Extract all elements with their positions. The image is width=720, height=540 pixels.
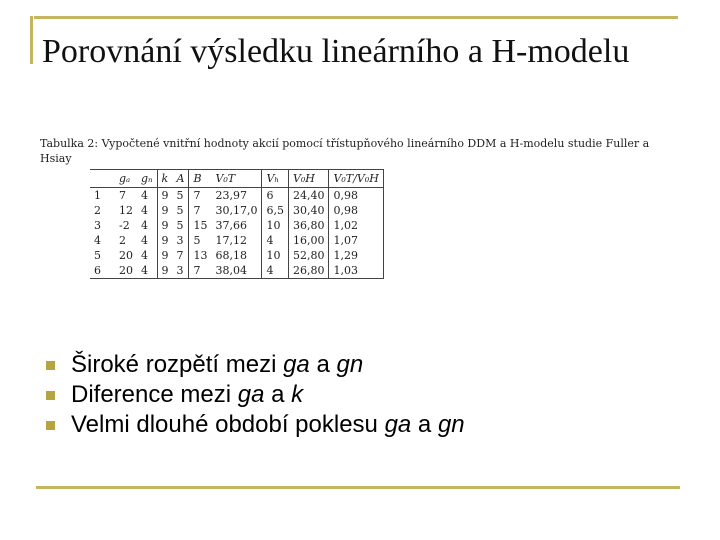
table-cell: 1,07 [329, 233, 383, 248]
bullet-text [71, 380, 303, 410]
table-cell: 7 [119, 189, 126, 202]
row-index: 5 [94, 249, 101, 262]
table-row [90, 263, 383, 279]
bottom-rule [36, 486, 680, 489]
table-cell: 9 [157, 248, 173, 263]
table-cell: 24,40 [288, 188, 329, 204]
table-cell: 3 [173, 263, 189, 279]
table-body [90, 188, 383, 279]
table-header-cell: Vₕ [262, 170, 289, 188]
slide-title: Porovnání výsledku lineárního a H-modelu [42, 33, 630, 70]
table-cell: 52,80 [288, 248, 329, 263]
table-cell: 4 [141, 219, 148, 232]
table-cell: 36,80 [288, 218, 329, 233]
table-header-cell: B [189, 170, 212, 188]
table-header-cell: V₀T [211, 170, 262, 188]
top-rule [34, 16, 678, 19]
table-cell: 9 [157, 203, 173, 218]
table-cell: 9 [157, 188, 173, 204]
row-index: 6 [90, 263, 115, 279]
table-header-cell: V₀H [288, 170, 329, 188]
square-bullet-icon [46, 361, 55, 370]
table-cell: 3 [176, 234, 184, 247]
table-cell: 30,40 [288, 203, 329, 218]
square-bullet-icon [46, 391, 55, 400]
table-cell: 23,97 [215, 189, 247, 202]
table-cell: 7 [176, 249, 184, 262]
table-cell: 5 [176, 219, 184, 232]
table-cell: 1,03 [329, 263, 383, 279]
table-row [90, 188, 383, 204]
table-cell: 13 [189, 248, 212, 263]
bullet-fragment: a [309, 351, 337, 378]
table-cell: 0,98 [329, 188, 383, 204]
bullet-text [71, 350, 363, 380]
table-cell: 2 [119, 234, 126, 247]
table-cell: 4 [141, 204, 148, 217]
bullet-fragment: Velmi dlouhé období poklesu [71, 411, 385, 438]
table-header-cell: A [173, 170, 189, 188]
bullet-item [46, 350, 465, 380]
bullet-fragment: a [411, 411, 438, 438]
table-cell: 4 [262, 233, 289, 248]
table-row [90, 218, 383, 233]
table-cell: -2 [119, 219, 130, 232]
table-cell: 10 [262, 248, 289, 263]
table-caption: Tabulka 2: Vypočtené vnitřní hodnoty akcií pomocí třístupňového lineárního DDM a H-modelu studie Fuller a Hsiay [40, 137, 650, 165]
bullet-item [46, 380, 465, 410]
square-bullet-icon [46, 421, 55, 430]
table-cell: 4 [137, 263, 157, 279]
table-cell: 7 [189, 188, 212, 204]
table-cell: 7 [189, 263, 212, 279]
row-index: 4 [94, 234, 101, 247]
table-cell: 9 [157, 233, 173, 248]
table-cell: 6,5 [262, 203, 289, 218]
table-header-cell: k [157, 170, 173, 188]
values-table [90, 169, 384, 279]
table-cell: 7 [189, 203, 212, 218]
table-cell: 4 [141, 189, 148, 202]
table-cell: 68,18 [215, 249, 247, 262]
bullet-term: ga [384, 411, 412, 438]
table-cell: 10 [262, 218, 289, 233]
table-cell: 16,00 [288, 233, 329, 248]
bullet-term: ga [283, 351, 310, 378]
table-cell: 15 [189, 218, 212, 233]
table-cell: 6 [262, 188, 289, 204]
bullet-list [46, 350, 465, 440]
row-index: 1 [94, 189, 101, 202]
bullet-term: gn [437, 411, 465, 438]
bullet-term: k [291, 381, 304, 408]
bullet-fragment: Široké rozpětí mezi [71, 351, 284, 378]
bullet-fragment: a [264, 381, 292, 408]
table-cell: 4 [141, 249, 148, 262]
table-header-cell: gₙ [137, 170, 157, 188]
table-cell: 26,80 [288, 263, 329, 279]
table-cell: 9 [157, 263, 173, 279]
table-cell: 20 [119, 249, 133, 262]
table-header-cell [90, 170, 115, 188]
table-cell: 17,12 [215, 234, 247, 247]
bullet-term: gn [336, 351, 364, 378]
table-header-cell: gₐ [115, 170, 137, 188]
table-cell: 5 [176, 204, 184, 217]
table-cell: 0,98 [329, 203, 383, 218]
table-cell: 4 [141, 234, 148, 247]
table-cell: 1,29 [329, 248, 383, 263]
table-header-cell: V₀T/V₀H [329, 170, 383, 188]
left-rule [30, 16, 33, 64]
bullet-item [46, 410, 465, 440]
table-cell: 30,17,0 [215, 204, 258, 217]
row-index: 3 [94, 219, 101, 232]
table-row [90, 203, 383, 218]
table-cell: 38,04 [211, 263, 262, 279]
table-cell: 4 [262, 263, 289, 279]
table-row [90, 248, 383, 263]
table-cell: 1,02 [329, 218, 383, 233]
table-cell: 37,66 [215, 219, 247, 232]
row-index: 2 [94, 204, 101, 217]
table-cell: 9 [157, 218, 173, 233]
bullet-term: ga [237, 381, 265, 408]
table-row [90, 233, 383, 248]
table-cell: 5 [189, 233, 212, 248]
table-cell: 5 [176, 189, 184, 202]
table-header-row [90, 170, 383, 188]
bullet-fragment: Diference mezi [71, 381, 238, 408]
table-cell: 12 [119, 204, 133, 217]
bullet-text [71, 410, 465, 440]
table-cell: 20 [115, 263, 137, 279]
